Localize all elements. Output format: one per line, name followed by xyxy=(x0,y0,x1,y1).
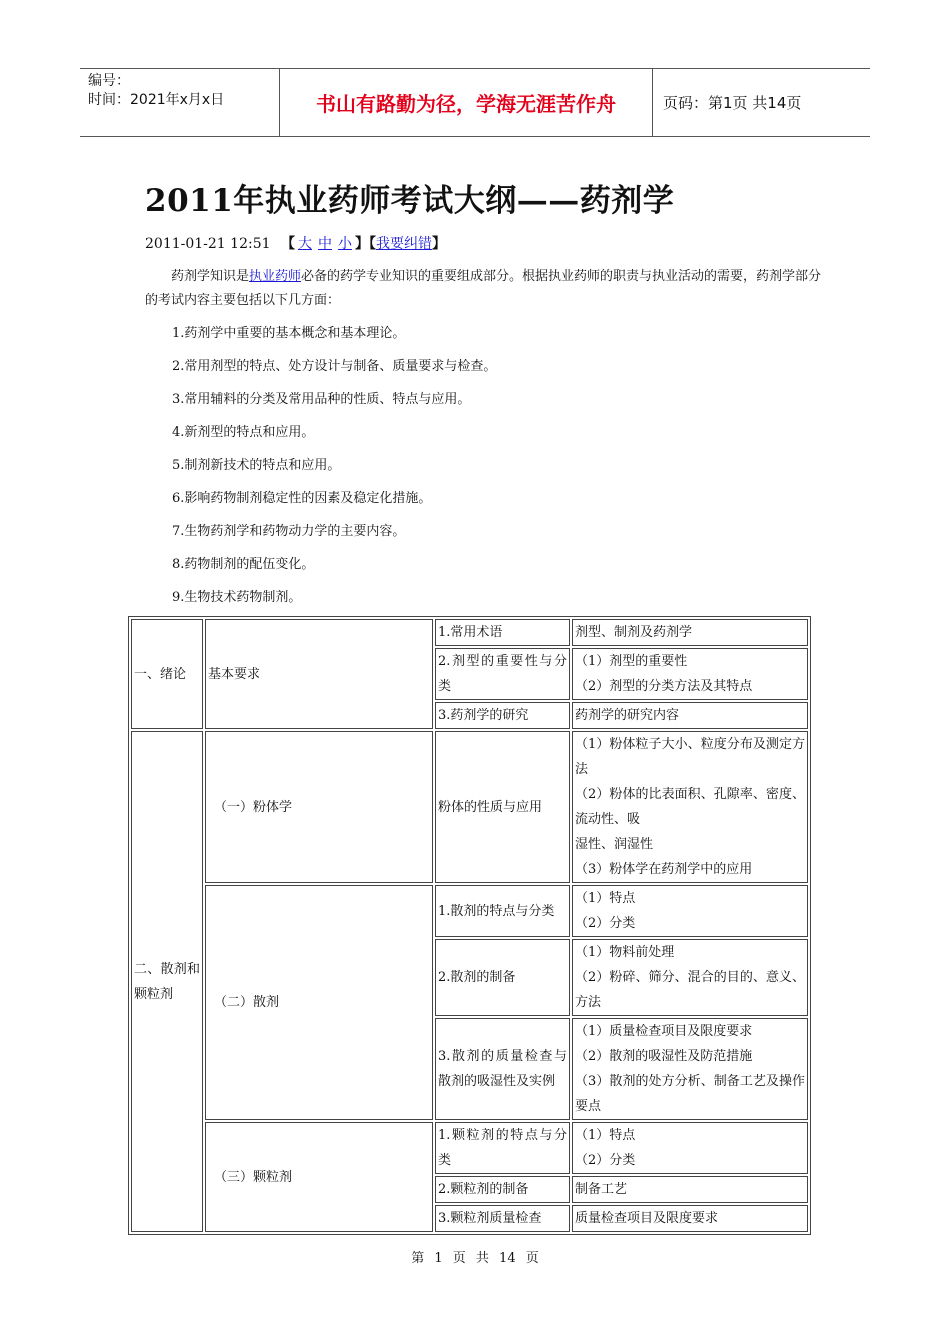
table-row xyxy=(131,1122,808,1174)
syllabus-table xyxy=(128,616,811,1235)
subunit-cell: （二）散剂 xyxy=(205,885,433,1120)
topic-cell: 2.颗粒剂的制备 xyxy=(435,1176,570,1203)
topic-cell: 1.颗粒剂的特点与分类 xyxy=(435,1122,570,1174)
unit-cell: 二、散剂和颗粒剂 xyxy=(131,731,203,1232)
subunit-cell: （三）颗粒剂 xyxy=(205,1122,433,1232)
requirement-cell: 制备工艺 xyxy=(572,1176,808,1203)
header-motto: 书山有路勤为径，学海无涯苦作舟 xyxy=(280,69,653,136)
table-row xyxy=(131,885,808,937)
number-label: 编号： xyxy=(88,73,130,89)
list-item: 5.制剂新技术的特点和应用。 xyxy=(172,458,341,473)
document-title: 2011年执业药师考试大纲——药剂学 xyxy=(145,183,675,219)
list-item: 3.常用辅料的分类及常用品种的性质、特点与应用。 xyxy=(172,392,471,407)
content-list xyxy=(172,322,496,619)
publish-datetime: 2011-01-21 12:51 xyxy=(145,236,271,252)
requirement-cell: 剂型、制剂及药剂学 xyxy=(572,619,808,646)
header-info-cell xyxy=(80,69,280,136)
requirement-cell: （1）物料前处理 （2）粉碎、筛分、混合的目的、意义、方法 xyxy=(572,939,808,1016)
unit-cell: 一、绪论 xyxy=(131,619,203,729)
intro-paragraph: 药剂学知识是执业药师必备的药学专业知识的重要组成部分。根据执业药师的职责与执业活动的需要，药剂学部分的考试内容主要包括以下几方面： xyxy=(145,269,822,308)
topic-cell: 1.散剂的特点与分类 xyxy=(435,885,570,937)
font-medium-link[interactable]: 中 xyxy=(317,236,332,252)
list-item: 1.药剂学中重要的基本概念和基本理论。 xyxy=(172,326,406,341)
font-small-link[interactable]: 小 xyxy=(337,236,352,252)
topic-cell: 2.剂型的重要性与分类 xyxy=(435,648,570,700)
requirement-cell: （1）特点 （2）分类 xyxy=(572,1122,808,1174)
topic-cell: 1.常用术语 xyxy=(435,619,570,646)
report-error-link[interactable]: 我要纠错 xyxy=(375,236,432,252)
time-label: 时间：2021年x月x日 xyxy=(88,92,225,108)
requirement-cell: （1）粉体粒子大小、粒度分布及测定方法 （2）粉体的比表面积、孔隙率、密度、流动性、吸 湿性、润湿性 （3）粉体学在药剂学中的应用 xyxy=(572,731,808,883)
list-item: 6.影响药物制剂稳定性的因素及稳定化措施。 xyxy=(172,491,432,506)
topic-cell: 3.颗粒剂质量检查 xyxy=(435,1205,570,1232)
table-row xyxy=(131,619,808,646)
article-meta: 2011-01-21 12:51 【 大 中 小 】【我要纠错】 xyxy=(145,236,446,252)
requirement-cell: （1）特点 （2）分类 xyxy=(572,885,808,937)
list-item: 2.常用剂型的特点、处方设计与制备、质量要求与检查。 xyxy=(172,359,497,374)
subunit-cell: （一）粉体学 xyxy=(205,731,433,883)
pharmacist-link[interactable]: 执业药师 xyxy=(249,269,302,284)
font-large-link[interactable]: 大 xyxy=(297,236,312,252)
requirement-cell: （1）质量检查项目及限度要求 （2）散剂的吸湿性及防范措施 （3）散剂的处方分析、制备工艺及操作要点 xyxy=(572,1018,808,1120)
list-item: 8.药物制剂的配伍变化。 xyxy=(172,557,315,572)
requirement-cell: 质量检查项目及限度要求 xyxy=(572,1205,808,1232)
list-item: 7.生物药剂学和药物动力学的主要内容。 xyxy=(172,524,406,539)
requirement-cell: 药剂学的研究内容 xyxy=(572,702,808,729)
topic-cell: 3.散剂的质量检查与散剂的吸湿性及实例 xyxy=(435,1018,570,1120)
list-item: 4.新剂型的特点和应用。 xyxy=(172,425,315,440)
table-row xyxy=(131,731,808,883)
topic-cell: 3.药剂学的研究 xyxy=(435,702,570,729)
page-header xyxy=(80,68,870,137)
header-page-info: 页码：第1页 共14页 xyxy=(663,94,802,112)
topic-cell: 2.散剂的制备 xyxy=(435,939,570,1016)
requirement-cell: （1）剂型的重要性 （2）剂型的分类方法及其特点 xyxy=(572,648,808,700)
subunit-cell: 基本要求 xyxy=(205,619,433,729)
list-item: 9.生物技术药物制剂。 xyxy=(172,590,302,605)
page-footer: 第 1 页 共 14 页 xyxy=(411,1251,539,1266)
topic-cell: 粉体的性质与应用 xyxy=(435,731,570,883)
